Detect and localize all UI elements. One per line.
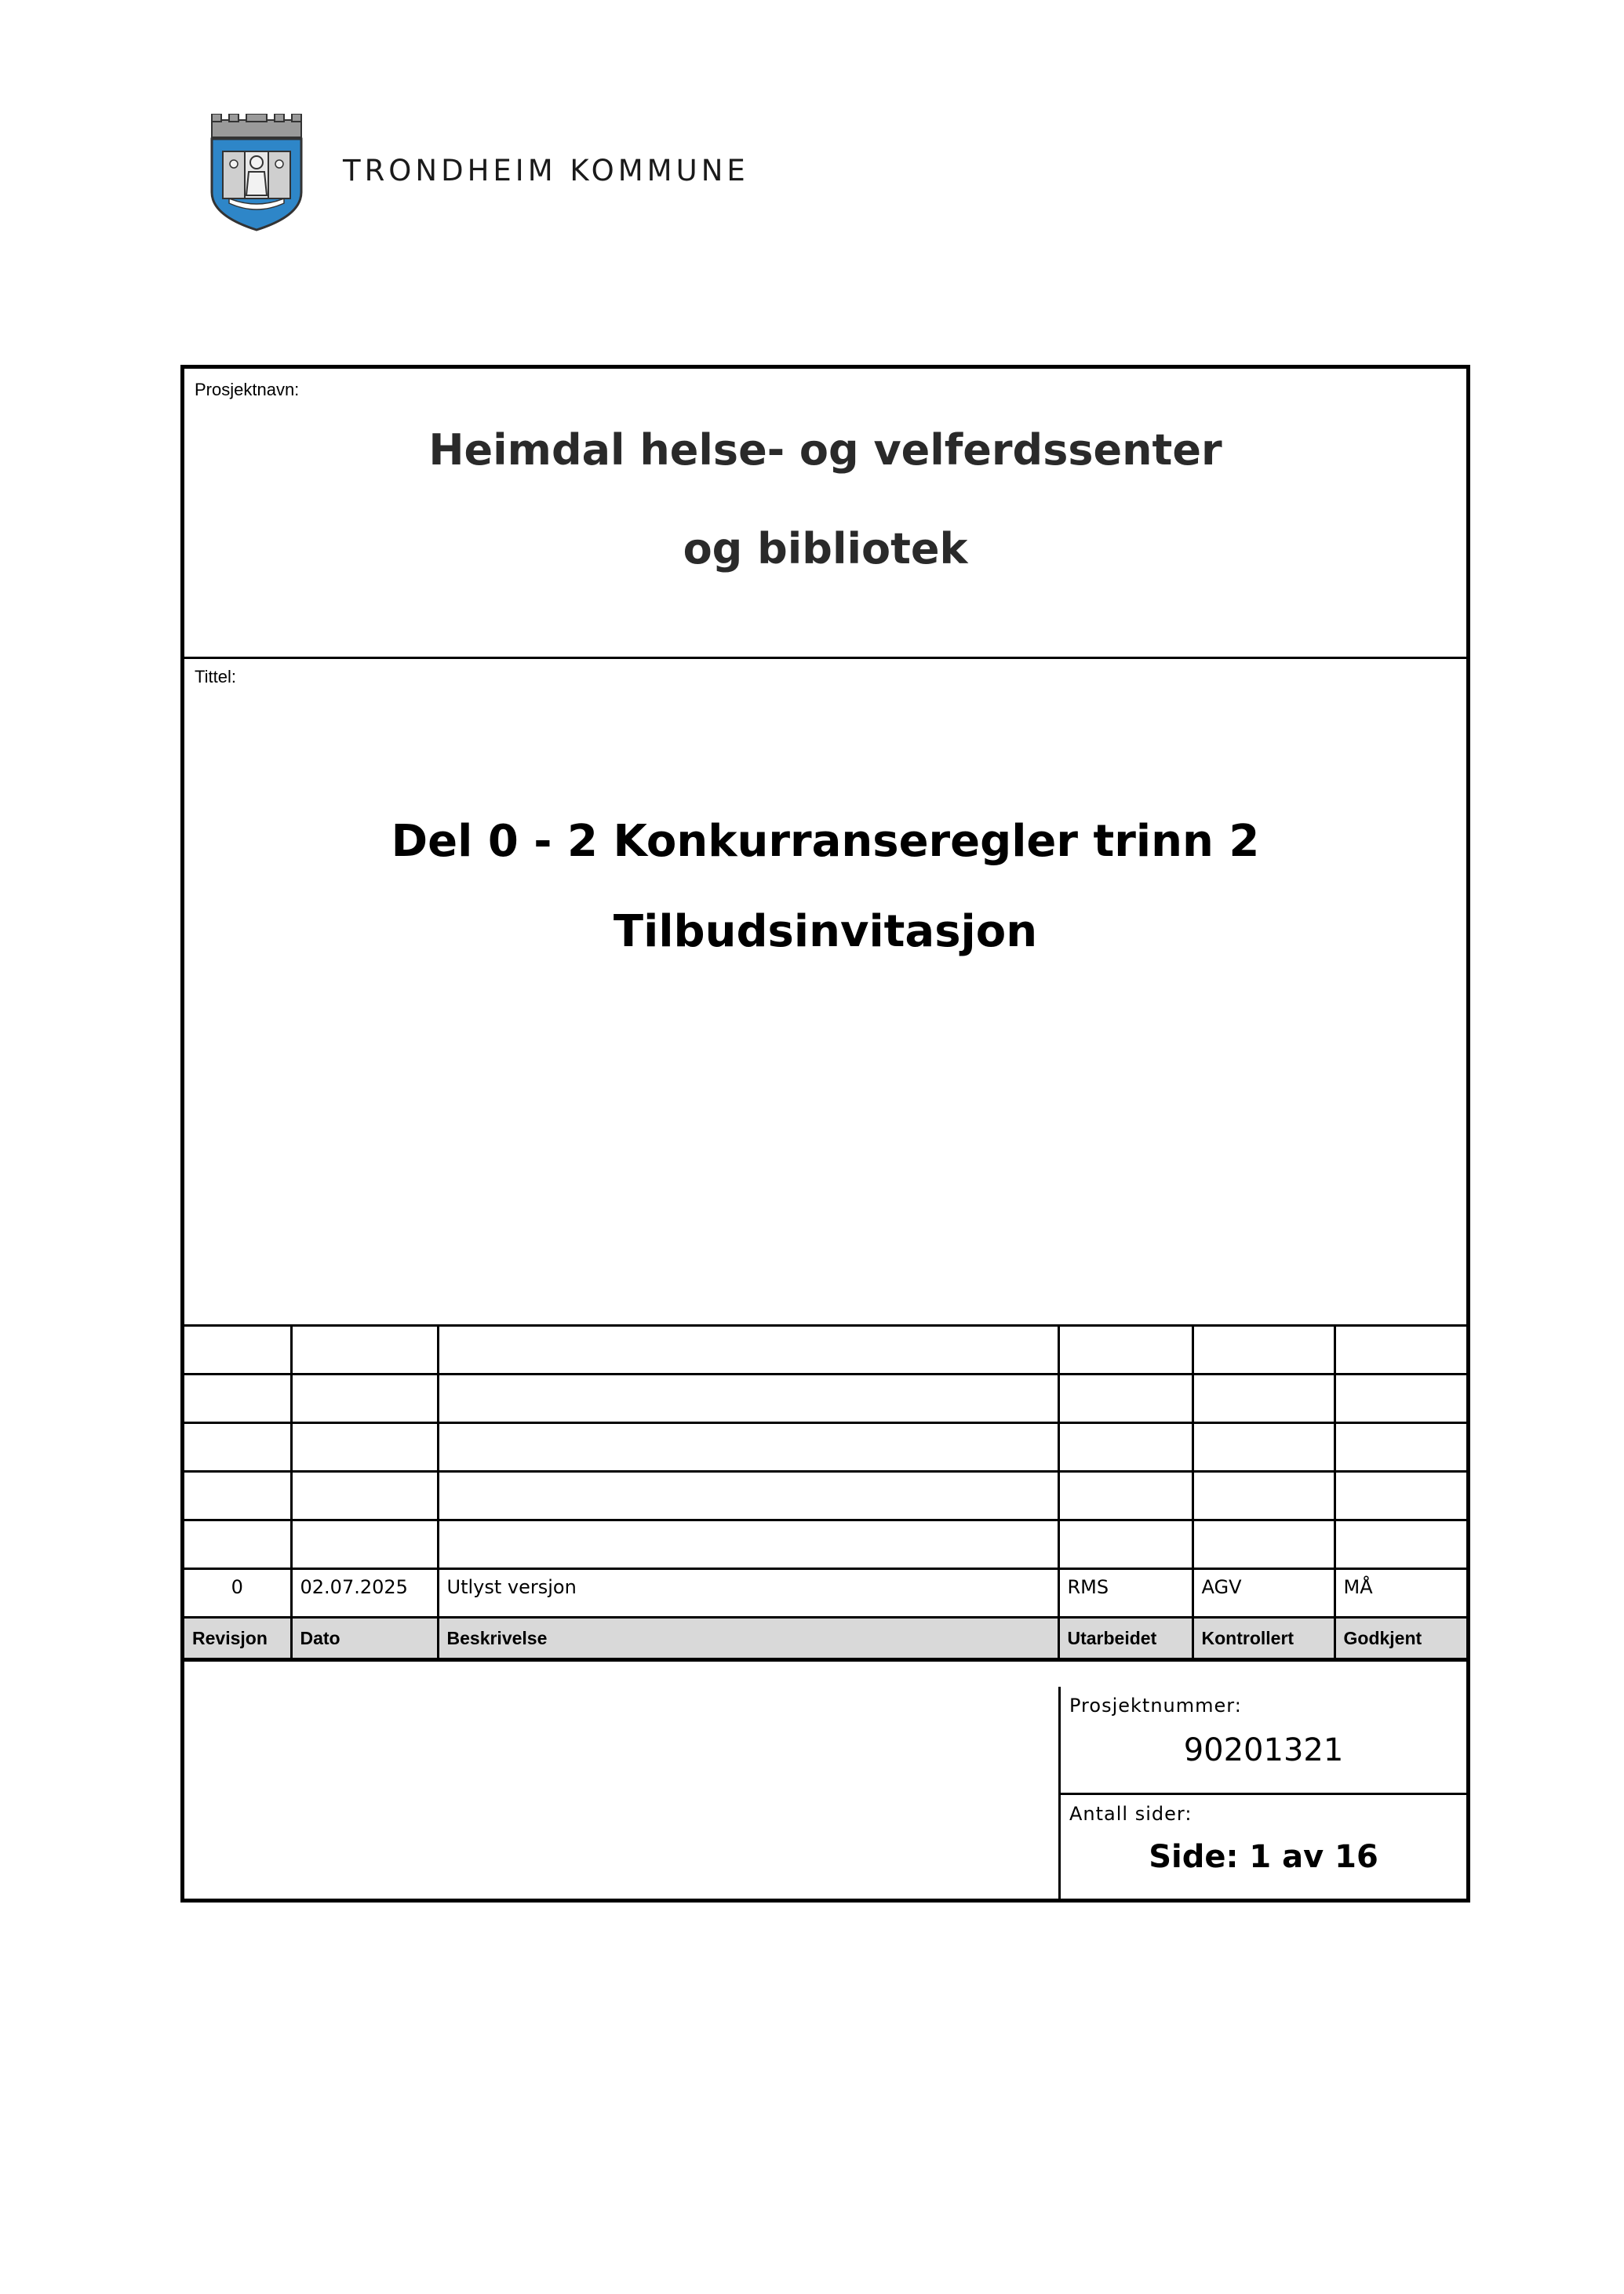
table-cell <box>291 1375 438 1423</box>
header-godkjent: Godkjent <box>1335 1618 1466 1660</box>
table-cell <box>1335 1375 1466 1423</box>
project-label: Prosjektnavn: <box>195 380 300 399</box>
pages-value: Side: 1 av 16 <box>1149 1839 1378 1875</box>
table-cell <box>1058 1326 1193 1375</box>
table-cell <box>1335 1423 1466 1472</box>
table-cell <box>438 1423 1058 1472</box>
project-number: 90201321 <box>1183 1732 1344 1768</box>
table-cell <box>438 1472 1058 1520</box>
coat-of-arms-logo <box>206 114 308 231</box>
table-row <box>184 1520 1466 1569</box>
table-row <box>184 1472 1466 1520</box>
table-row <box>184 1375 1466 1423</box>
table-cell <box>1193 1375 1335 1423</box>
table-cell <box>1193 1326 1335 1375</box>
header-revisjon: Revisjon <box>184 1618 291 1660</box>
table-cell <box>438 1326 1058 1375</box>
revision-row <box>184 1569 1466 1618</box>
table-cell <box>1058 1423 1193 1472</box>
table-cell <box>438 1375 1058 1423</box>
revision-header-row <box>184 1618 1466 1660</box>
revision-checked-by: AGV <box>1193 1569 1335 1618</box>
revision-date: 02.07.2025 <box>291 1569 438 1618</box>
table-row <box>184 1326 1466 1375</box>
table-cell <box>184 1375 291 1423</box>
title-label: Tittel: <box>195 667 236 686</box>
revision-description: Utlyst versjon <box>438 1569 1058 1618</box>
project-number-cell <box>1061 1687 1466 1795</box>
pages-label: Antall sider: <box>1069 1803 1193 1825</box>
revision-table <box>184 1324 1466 1662</box>
project-name-line2: og bibliotek <box>683 524 968 574</box>
table-cell <box>184 1472 291 1520</box>
project-section <box>184 369 1466 659</box>
table-cell <box>184 1520 291 1569</box>
table-cell <box>1058 1520 1193 1569</box>
doc-title-line2: Tilbudsinvitasjon <box>613 906 1038 957</box>
trondheim-coat-of-arms-icon <box>206 114 308 231</box>
table-cell <box>291 1326 438 1375</box>
project-number-label: Prosjektnummer: <box>1069 1695 1242 1717</box>
header-utarbeidet: Utarbeidet <box>1058 1618 1193 1660</box>
table-cell <box>1193 1520 1335 1569</box>
table-row <box>184 1423 1466 1472</box>
table-cell <box>291 1520 438 1569</box>
revision-prepared-by: RMS <box>1058 1569 1193 1618</box>
table-cell <box>1193 1423 1335 1472</box>
revision-number: 0 <box>184 1569 291 1618</box>
table-cell <box>1058 1472 1193 1520</box>
org-name: TRONDHEIM KOMMUNE <box>343 154 749 188</box>
table-cell <box>1335 1472 1466 1520</box>
table-cell <box>291 1472 438 1520</box>
footer-info <box>1058 1687 1466 1903</box>
table-cell <box>1335 1326 1466 1375</box>
doc-title-line1: Del 0 - 2 Konkurranseregler trinn 2 <box>391 816 1260 867</box>
title-section <box>184 659 1466 1326</box>
table-cell <box>184 1423 291 1472</box>
table-cell <box>291 1423 438 1472</box>
header-dato: Dato <box>291 1618 438 1660</box>
revision-approved-by: MÅ <box>1335 1569 1466 1618</box>
table-cell <box>438 1520 1058 1569</box>
project-name-line1: Heimdal helse- og velferdssenter <box>428 425 1222 475</box>
table-cell <box>1335 1520 1466 1569</box>
document-title-frame <box>180 365 1470 1903</box>
table-cell <box>1193 1472 1335 1520</box>
table-cell <box>184 1326 291 1375</box>
pages-cell <box>1061 1795 1466 1903</box>
header-beskrivelse: Beskrivelse <box>438 1618 1058 1660</box>
table-cell <box>1058 1375 1193 1423</box>
footer-block <box>184 1687 1466 1903</box>
header-kontrollert: Kontrollert <box>1193 1618 1335 1660</box>
